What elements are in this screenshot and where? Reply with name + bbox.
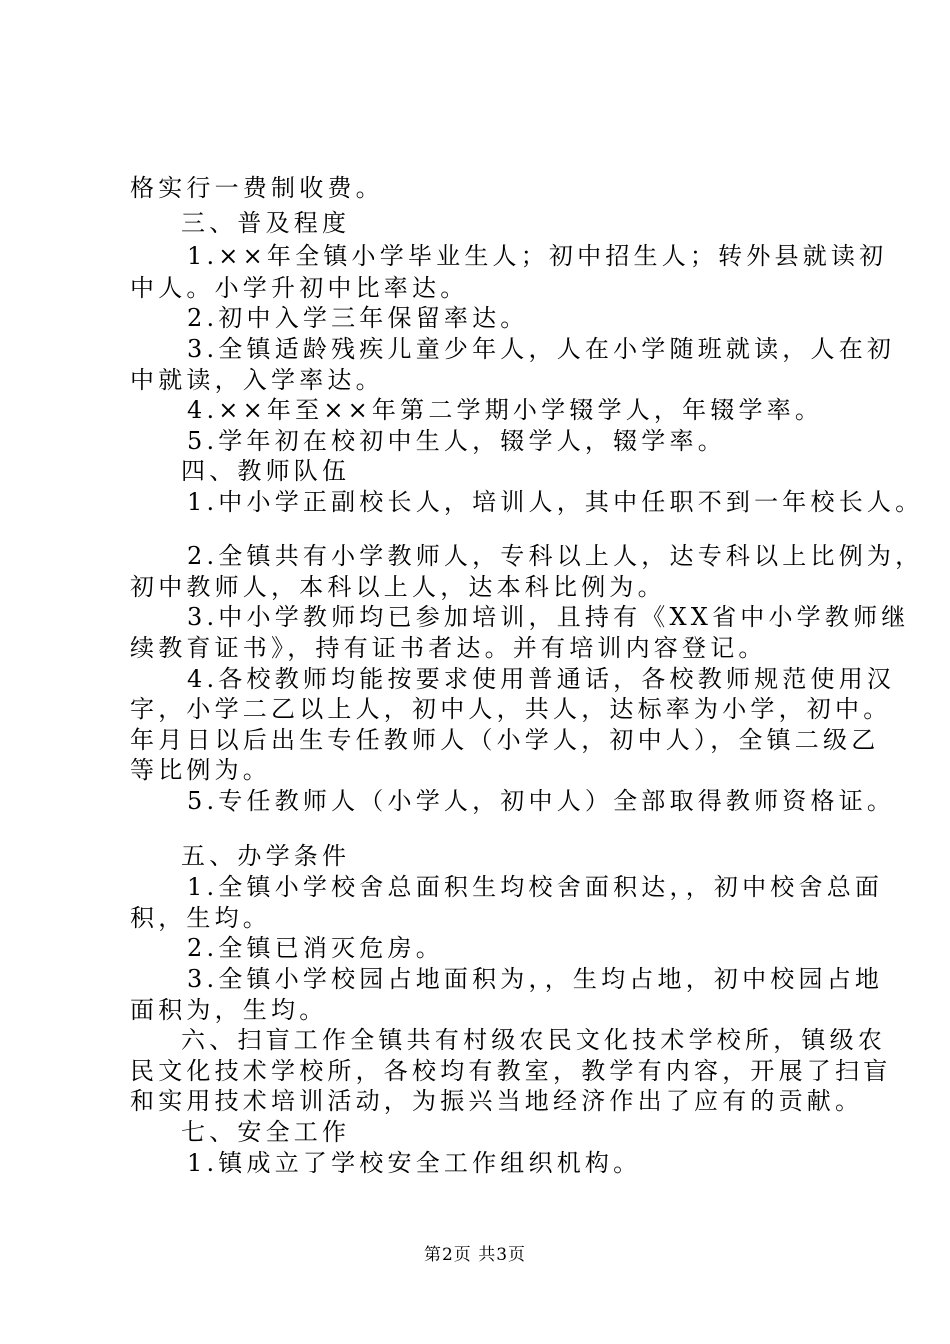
text-line: 4.××年至××年第二学期小学辍学人，年辍学率。 bbox=[187, 396, 824, 424]
text-line: 2.全镇已消灭危房。 bbox=[187, 934, 444, 962]
text-line: 5.学年初在校初中生人，辍学人，辍学率。 bbox=[187, 427, 726, 455]
text-line: 2.全镇共有小学教师人，专科以上人，达专科以上比例为， bbox=[187, 542, 924, 570]
text-line: 民文化技术学校所，各校均有教室，教学有内容，开展了扫盲 bbox=[130, 1057, 892, 1085]
text-line: 和实用技术培训活动，为振兴当地经济作出了应有的贡献。 bbox=[130, 1087, 864, 1115]
text-line: 3.中小学教师均已参加培训，且持有《XX省中小学教师继 bbox=[187, 603, 910, 631]
page-number-footer: 第2页 共3页 bbox=[423, 1245, 527, 1265]
text-line: 等比例为。 bbox=[130, 756, 271, 784]
text-line: 3.全镇适龄残疾儿童少年人，人在小学随班就读，人在初 bbox=[187, 335, 896, 363]
text-line: 2.初中入学三年保留率达。 bbox=[187, 304, 529, 332]
text-line: 积，生均。 bbox=[130, 904, 271, 932]
text-line: 1.全镇小学校舍总面积生均校舍面积达，，初中校舍总面 bbox=[187, 873, 884, 901]
text-line: 格实行一费制收费。 bbox=[130, 174, 384, 202]
text-line: 面积为，生均。 bbox=[130, 996, 328, 1024]
text-line: 5.专任教师人（小学人，初中人）全部取得教师资格证。 bbox=[187, 787, 896, 815]
section-heading: 七、安全工作 bbox=[181, 1118, 351, 1146]
text-line: 续教育证书》，持有证书者达。并有培训内容登记。 bbox=[130, 634, 767, 662]
text-line: 中人。小学升初中比率达。 bbox=[130, 274, 469, 302]
section-heading: 三、普及程度 bbox=[181, 209, 351, 237]
text-line: 3.全镇小学校园占地面积为，，生均占地，初中校园占地 bbox=[187, 965, 884, 993]
section-heading: 四、教师队伍 bbox=[181, 457, 351, 485]
text-line: 1.中小学正副校长人，培训人，其中任职不到一年校长人。 bbox=[187, 488, 924, 516]
text-line: 初中教师人，本科以上人，达本科比例为。 bbox=[130, 573, 666, 601]
text-line: 1.××年全镇小学毕业生人；初中招生人；转外县就读初 bbox=[187, 242, 888, 270]
text-line: 4.各校教师均能按要求使用普通话，各校教师规范使用汉 bbox=[187, 665, 896, 693]
text-line: 字，小学二乙以上人，初中人，共人，达标率为小学，初中。 bbox=[130, 695, 892, 723]
text-line: 1.镇成立了学校安全工作组织机构。 bbox=[187, 1149, 642, 1177]
section-heading: 五、办学条件 bbox=[181, 842, 351, 870]
text-line: 六、扫盲工作全镇共有村级农民文化技术学校所，镇级农 bbox=[181, 1026, 886, 1054]
text-line: 中就读，入学率达。 bbox=[130, 366, 384, 394]
text-line: 年月日以后出生专任教师人（小学人，初中人），全镇二级乙 bbox=[130, 726, 880, 754]
